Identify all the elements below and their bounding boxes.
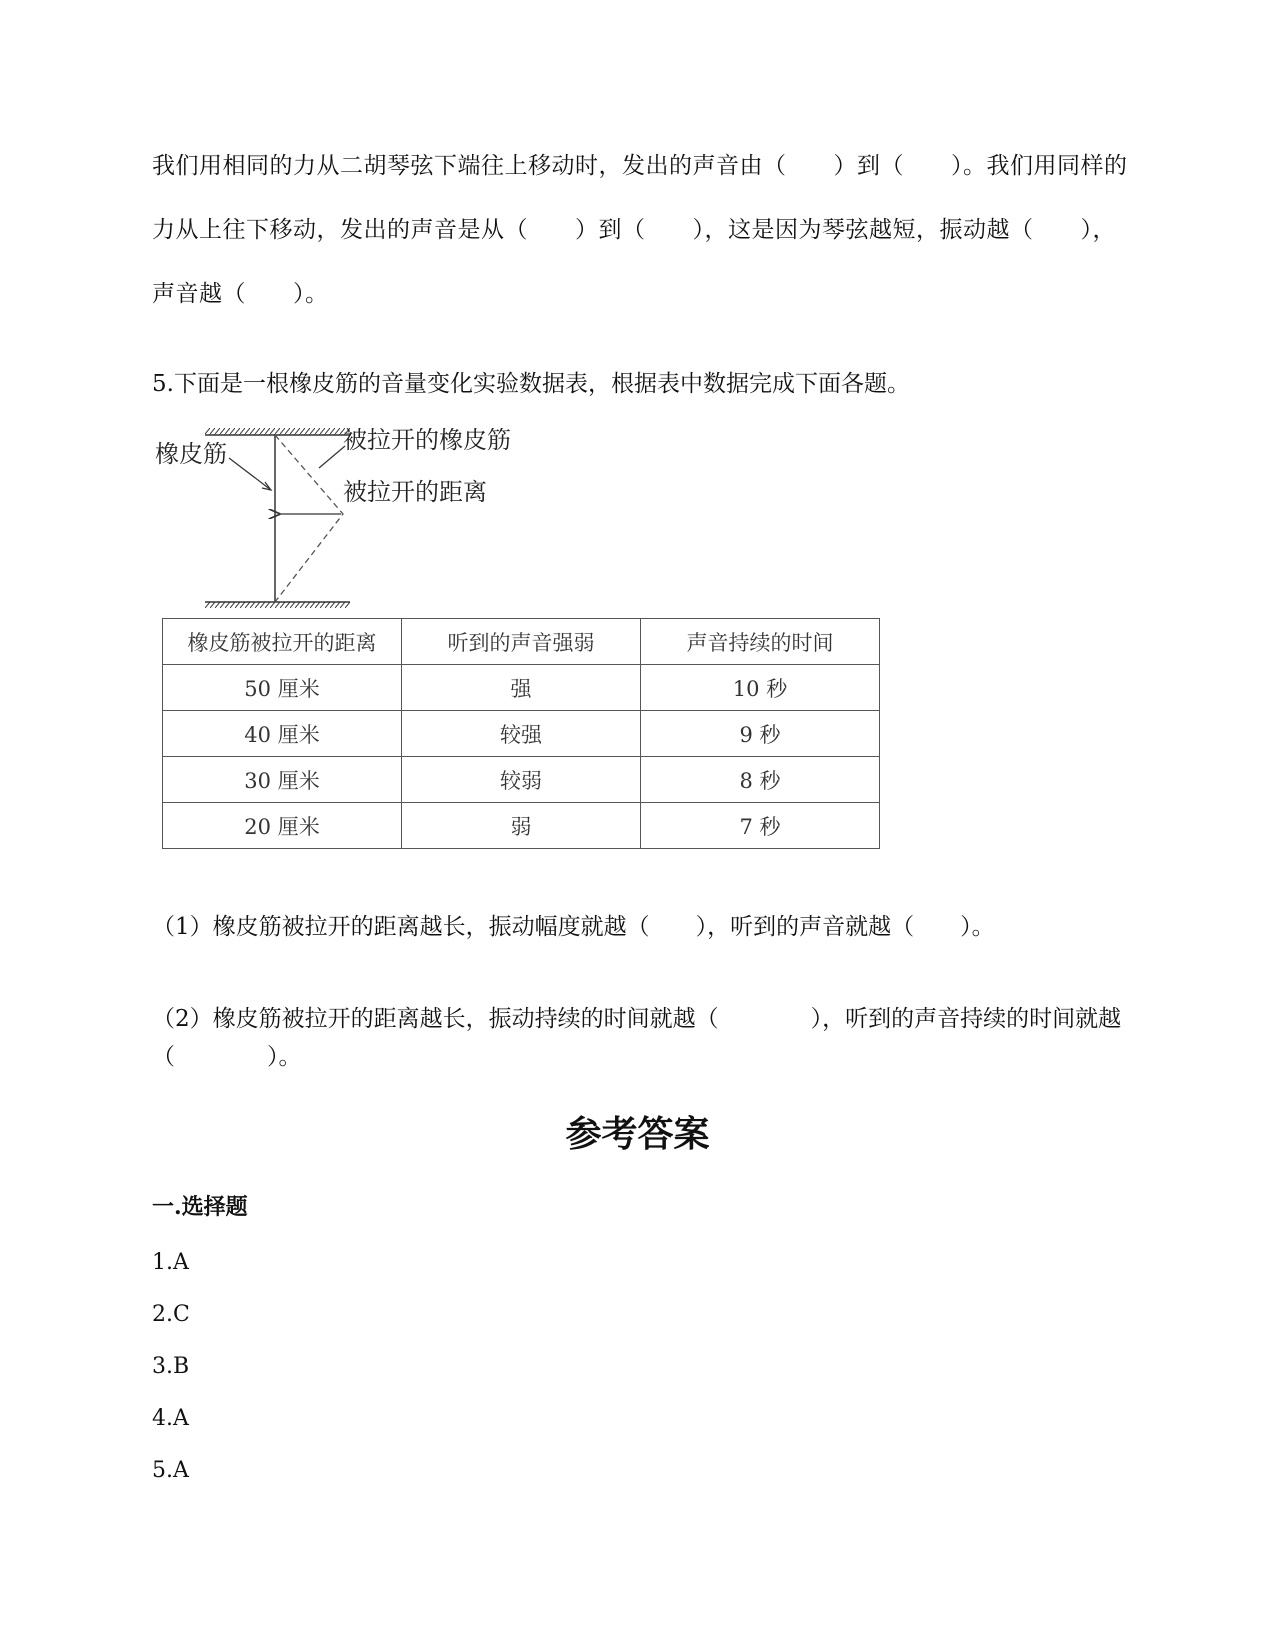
- stretched-band-line: [275, 435, 343, 602]
- table-header-cell: 橡皮筋被拉开的距离: [163, 619, 402, 665]
- answer-item: 2.C: [152, 1302, 190, 1327]
- table-cell: 30 厘米: [163, 757, 402, 803]
- table-cell: 8 秒: [641, 757, 880, 803]
- answer-title: 参考答案: [565, 1113, 710, 1155]
- table-cell: 7 秒: [641, 803, 880, 849]
- answer-item: 3.B: [152, 1354, 190, 1379]
- question-5-heading: 5.下面是一根橡皮筋的音量变化实验数据表，根据表中数据完成下面各题。: [152, 371, 910, 397]
- table-cell: 较弱: [402, 757, 641, 803]
- table-cell: 强: [402, 665, 641, 711]
- table-row: [163, 803, 880, 849]
- table-row: [163, 711, 880, 757]
- table-header-cell: 听到的声音强弱: [402, 619, 641, 665]
- table-cell: 50 厘米: [163, 665, 402, 711]
- sub-question-1: （1）橡皮筋被拉开的距离越长，振动幅度就越（ ），听到的声音就越（ ）。: [152, 914, 995, 940]
- rubber-band-diagram: [155, 428, 575, 608]
- table-row: [163, 757, 880, 803]
- band-label: 橡皮筋: [155, 440, 227, 468]
- table-header-row: [163, 619, 880, 665]
- section-title: 一.选择题: [152, 1194, 248, 1220]
- table-row: [163, 665, 880, 711]
- question-4-text: 我们用相同的力从二胡琴弦下端往上移动时，发出的声音由（ ）到（ ）。我们用同样的力从上往下移动，发出的声音是从（ ）到（ ），这是因为琴弦越短，振动越（ ），声音越（ ）。: [152, 153, 1128, 307]
- answer-item: 1.A: [152, 1250, 189, 1275]
- table-cell: 10 秒: [641, 665, 880, 711]
- table-cell: 9 秒: [641, 711, 880, 757]
- stretched-band-label: 被拉开的橡皮筋: [343, 428, 511, 454]
- experiment-table: [162, 618, 880, 849]
- top-support: [205, 428, 350, 435]
- table-cell: 较强: [402, 711, 641, 757]
- answer-item: 4.A: [152, 1406, 189, 1431]
- distance-label: 被拉开的距离: [343, 478, 487, 506]
- table-cell: 弱: [402, 803, 641, 849]
- table-cell: 40 厘米: [163, 711, 402, 757]
- answer-item: 5.A: [152, 1458, 189, 1483]
- bottom-support: [205, 602, 350, 608]
- table-header-cell: 声音持续的时间: [641, 619, 880, 665]
- sub-question-2: （2）橡皮筋被拉开的距离越长，振动持续的时间就越（ ），听到的声音持续的时间就越（ ）。: [152, 1006, 1122, 1070]
- table-cell: 20 厘米: [163, 803, 402, 849]
